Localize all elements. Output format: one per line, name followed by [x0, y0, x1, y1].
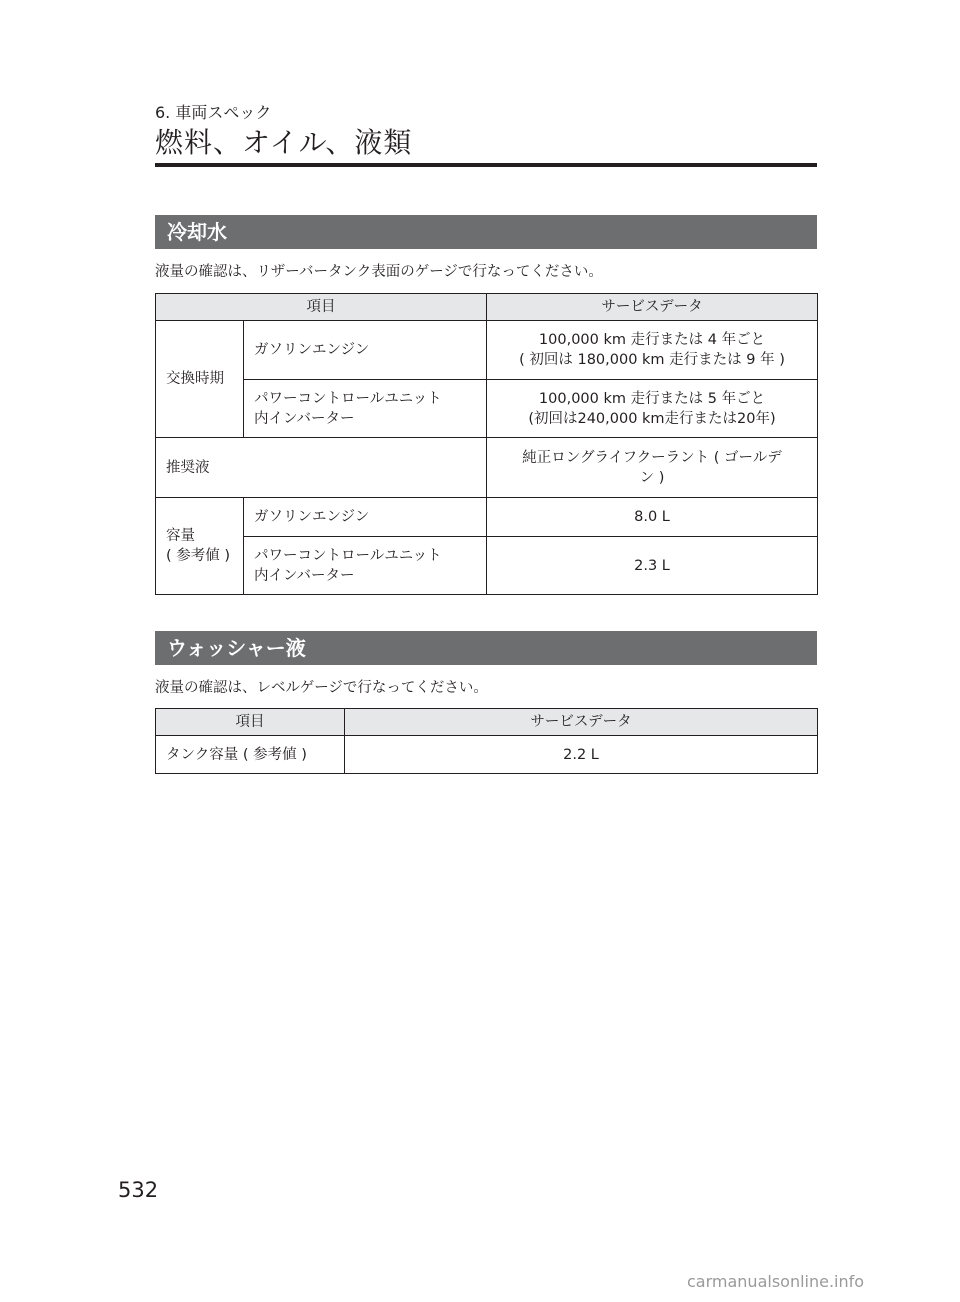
- label-line: 容量: [166, 528, 195, 544]
- inverter-label: [244, 380, 487, 438]
- label-line: パワーコントロールユニット: [254, 390, 442, 407]
- tank-capacity-value: 2.2 L: [345, 736, 818, 774]
- capacity-label: [156, 498, 244, 595]
- replace-interval-label: 交換時期: [156, 321, 244, 438]
- label-line: 内インバーター: [254, 567, 355, 584]
- washer-section-heading: ウォッシャー液: [155, 631, 817, 665]
- watermark: carmanualsonline.info: [687, 1272, 865, 1291]
- coolant-section-heading: 冷却水: [155, 215, 817, 249]
- coolant-spec-table: [155, 293, 818, 595]
- recommended-fluid-value: [487, 438, 818, 498]
- capacity-inverter-label: [244, 537, 487, 595]
- value-line: ( 初回は 180,000 km 走行または 9 年 ): [519, 352, 785, 368]
- inverter-replace-value: [487, 380, 818, 438]
- table-row: [156, 537, 818, 595]
- recommended-fluid-label: 推奨液: [156, 438, 487, 498]
- table-row: [156, 498, 818, 537]
- col-header-item: 項目: [156, 709, 345, 736]
- col-header-service-data: サービスデータ: [487, 294, 818, 321]
- title-rule: [155, 163, 817, 167]
- label-line: パワーコントロールユニット: [254, 547, 442, 564]
- col-header-service-data: サービスデータ: [345, 709, 818, 736]
- tank-capacity-label: タンク容量 ( 参考値 ): [156, 736, 345, 774]
- table-row: [156, 736, 818, 774]
- value-line: 100,000 km 走行または 5 年ごと: [538, 390, 766, 407]
- capacity-gasoline-label: ガソリンエンジン: [244, 498, 487, 537]
- page-title: 燃料、オイル、液類: [155, 126, 413, 159]
- label-line: ( 参考値 ): [166, 548, 231, 564]
- chapter-label: 6. 車両スペック: [155, 103, 272, 122]
- coolant-note: 液量の確認は、リザーバータンク表面のゲージで行なってください。: [155, 264, 603, 280]
- col-header-item: 項目: [156, 294, 487, 321]
- gasoline-replace-value: [487, 321, 818, 380]
- value-line: ン ): [639, 469, 665, 486]
- page-number: 532: [118, 1178, 159, 1202]
- table-row: [156, 438, 818, 498]
- washer-spec-table: [155, 708, 818, 774]
- value-line: 純正ロングライフクーラント ( ゴールデ: [522, 449, 782, 466]
- gasoline-engine-label: ガソリンエンジン: [244, 321, 487, 380]
- table-header-row: [156, 294, 818, 321]
- table-row: [156, 380, 818, 438]
- table-row: [156, 321, 818, 380]
- washer-note: 液量の確認は、レベルゲージで行なってください。: [155, 680, 488, 696]
- value-line: 100,000 km 走行または 4 年ごと: [538, 332, 766, 348]
- table-header-row: [156, 709, 818, 736]
- value-line: (初回は240,000 km走行または20年): [528, 410, 776, 427]
- capacity-inverter-value: 2.3 L: [487, 537, 818, 595]
- capacity-gasoline-value: 8.0 L: [487, 498, 818, 537]
- label-line: 内インバーター: [254, 410, 355, 427]
